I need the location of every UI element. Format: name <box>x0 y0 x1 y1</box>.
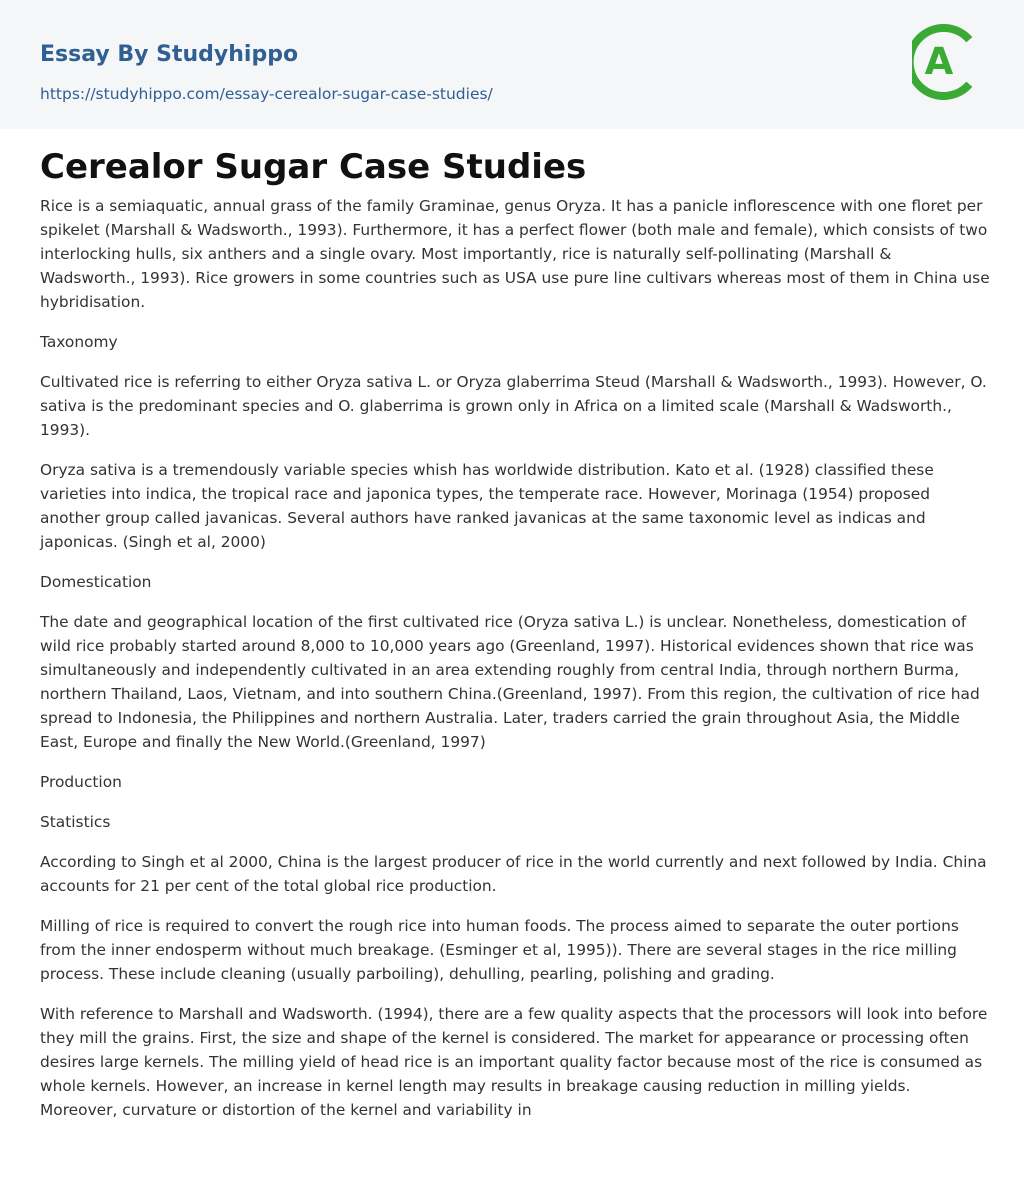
section-heading-domestication: Domestication <box>40 573 152 591</box>
section-heading-production: Production <box>40 773 122 791</box>
section-heading-taxonomy: Taxonomy <box>40 333 118 351</box>
paragraph-domestication: The date and geographical location of the first cultivated rice (Oryza sativa L.) is unclear. Nonetheless, domestication of wild rice probably started around 8,000 to 10,000 years ago (Greenland, 1997). Historical evidences shown that rice was simultaneously and independently cultivated in an area extending roughly from central India, through northern Burma, northern Thailand, Laos, Vietnam, and into southern China.(Greenland, 1997). From this region, the cultivation of rice had spread to Indonesia, the Philippines and northern Australia. Later, traders carried the grain throughout Asia, the Middle East, Europe and finally the New World.(Greenland, 1997) <box>40 613 980 751</box>
section-heading-statistics: Statistics <box>40 813 111 831</box>
paragraph-quality-aspects: With reference to Marshall and Wadsworth. (1994), there are a few quality aspects that the processors will look into before they mill the grains. First, the size and shape of the kernel is considered. The market for appearance or processing often desires large kernels. The milling yield of head rice is an important quality factor because most of the rice is consumed as whole kernels. However, an increase in kernel length may results in breakage causing reduction in milling yields. Moreover, curvature or distortion of the kernel and variability in <box>40 1005 988 1119</box>
paragraph-milling: Milling of rice is required to convert the rough rice into human foods. The process aimed to separate the outer portions from the inner endosperm without much breakage. (Esminger et al, 1995)). There are several stages in the rice milling process. These include cleaning (usually parboiling), dehulling, pearling, polishing and grading. <box>40 917 959 983</box>
logo-letter: A <box>924 40 954 83</box>
paragraph-oryza-sativa: Oryza sativa is a tremendously variable species whish has worldwide distribution. Kato et al. (1928) classified these varieties into indica, the tropical race and japonica types, the temperate race. However, Morinaga (1954) proposed another group called javanicas. Several authors have ranked javanicas at the same taxonomic level as indicas and japonicas. (Singh et al, 2000) <box>40 461 934 551</box>
essay-body <box>40 194 990 1138</box>
paragraph-intro: Rice is a semiaquatic, annual grass of the family Graminae, genus Oryza. It has a panicle inflorescence with one floret per spikelet (Marshall & Wadsworth., 1993). Furthermore, it has a perfect flower (both male and female), which consists of two interlocking hulls, six anthers and a single ovary. Most importantly, rice is naturally self-pollinating (Marshall & Wadsworth., 1993). Rice growers in some countries such as USA use pure line cultivars whereas most of them in China use hybridisation. <box>40 197 990 311</box>
site-brand[interactable]: Essay By Studyhippo <box>40 42 299 67</box>
site-header <box>0 0 1024 129</box>
studyhippo-a-logo-icon[interactable] <box>912 18 988 106</box>
paragraph-cultivated-rice: Cultivated rice is referring to either Oryza sativa L. or Oryza glaberrima Steud (Marshall & Wadsworth., 1993). However, O. sativa is the predominant species and O. glaberrima is grown only in Africa on a limited scale (Marshall & Wadsworth., 1993). <box>40 373 987 439</box>
paragraph-statistics: According to Singh et al 2000, China is the largest producer of rice in the world currently and next followed by India. China accounts for 21 per cent of the total global rice production. <box>40 853 987 895</box>
source-url-link[interactable]: https://studyhippo.com/essay-cerealor-sugar-case-studies/ <box>40 85 493 103</box>
essay-title: Cerealor Sugar Case Studies <box>40 147 587 187</box>
